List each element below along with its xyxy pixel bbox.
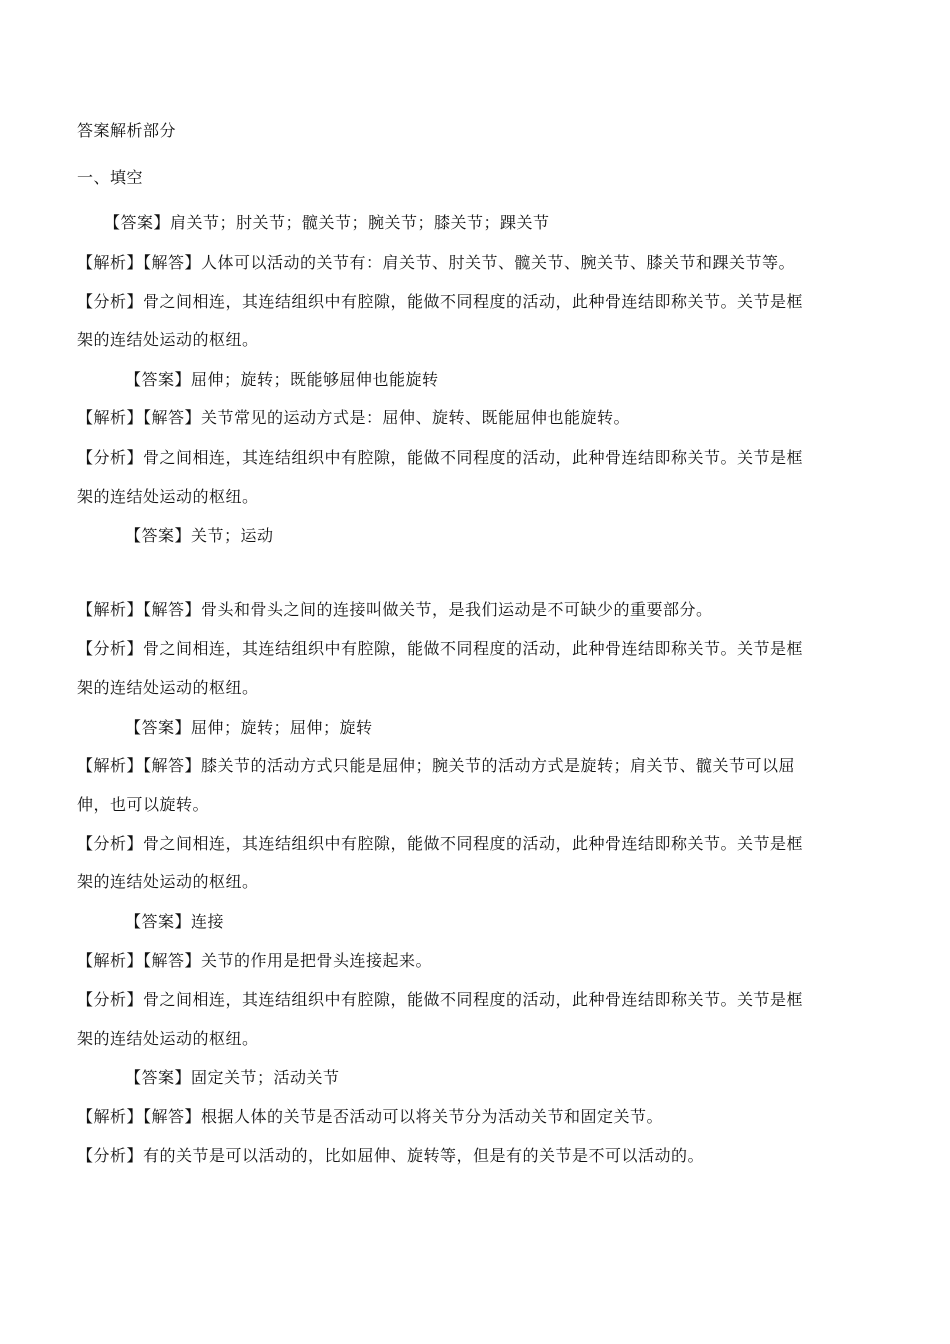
answer-3: 【答案】关节；运动 <box>125 526 274 545</box>
explain-4-line1: 【分析】骨之间相连，其连结组织中有腔隙，能做不同程度的活动，此种骨连结即称关节。关节是框 <box>77 834 804 853</box>
analysis-6: 【解析】【解答】根据人体的关节是否活动可以将关节分为活动关节和固定关节。 <box>77 1107 664 1126</box>
answer-2: 【答案】屈伸；旋转；既能够屈伸也能旋转 <box>125 370 439 389</box>
answer-4: 【答案】屈伸；旋转；屈伸；旋转 <box>125 718 373 737</box>
answer-1: 【答案】肩关节；肘关节；髋关节；腕关节；膝关节；踝关节 <box>104 213 550 232</box>
explain-3-line2: 架的连结处运动的枢纽。 <box>77 678 259 697</box>
explain-2-line2: 架的连结处运动的枢纽。 <box>77 487 259 506</box>
explain-5-line2: 架的连结处运动的枢纽。 <box>77 1029 259 1048</box>
analysis-1: 【解析】【解答】人体可以活动的关节有：肩关节、肘关节、髋关节、腕关节、膝关节和踝关节等。 <box>77 253 796 272</box>
explain-1-line1: 【分析】骨之间相连，其连结组织中有腔隙，能做不同程度的活动，此种骨连结即称关节。关节是框 <box>77 292 804 311</box>
explain-2-line1: 【分析】骨之间相连，其连结组织中有腔隙，能做不同程度的活动，此种骨连结即称关节。关节是框 <box>77 448 804 467</box>
analysis-2: 【解析】【解答】关节常见的运动方式是：屈伸、旋转、既能屈伸也能旋转。 <box>77 408 631 427</box>
explain-6: 【分析】有的关节是可以活动的，比如屈伸、旋转等，但是有的关节是不可以活动的。 <box>77 1146 705 1165</box>
answer-6: 【答案】固定关节；活动关节 <box>125 1068 340 1087</box>
explain-5-line1: 【分析】骨之间相连，其连结组织中有腔隙，能做不同程度的活动，此种骨连结即称关节。关节是框 <box>77 990 804 1009</box>
explain-1-line2: 架的连结处运动的枢纽。 <box>77 330 259 349</box>
explain-4-line2: 架的连结处运动的枢纽。 <box>77 872 259 891</box>
analysis-4-line2: 伸，也可以旋转。 <box>77 795 210 814</box>
analysis-3: 【解析】【解答】骨头和骨头之间的连接叫做关节，是我们运动是不可缺少的重要部分。 <box>77 600 713 619</box>
page-heading: 答案解析部分 <box>77 121 177 140</box>
explain-3-line1: 【分析】骨之间相连，其连结组织中有腔隙，能做不同程度的活动，此种骨连结即称关节。关节是框 <box>77 639 804 658</box>
analysis-5: 【解析】【解答】关节的作用是把骨头连接起来。 <box>77 951 433 970</box>
section-title: 一、填空 <box>77 168 144 187</box>
analysis-4-line1: 【解析】【解答】膝关节的活动方式只能是屈伸；腕关节的活动方式是旋转；肩关节、髋关节可以屈 <box>77 756 796 775</box>
answer-5: 【答案】连接 <box>125 912 225 931</box>
